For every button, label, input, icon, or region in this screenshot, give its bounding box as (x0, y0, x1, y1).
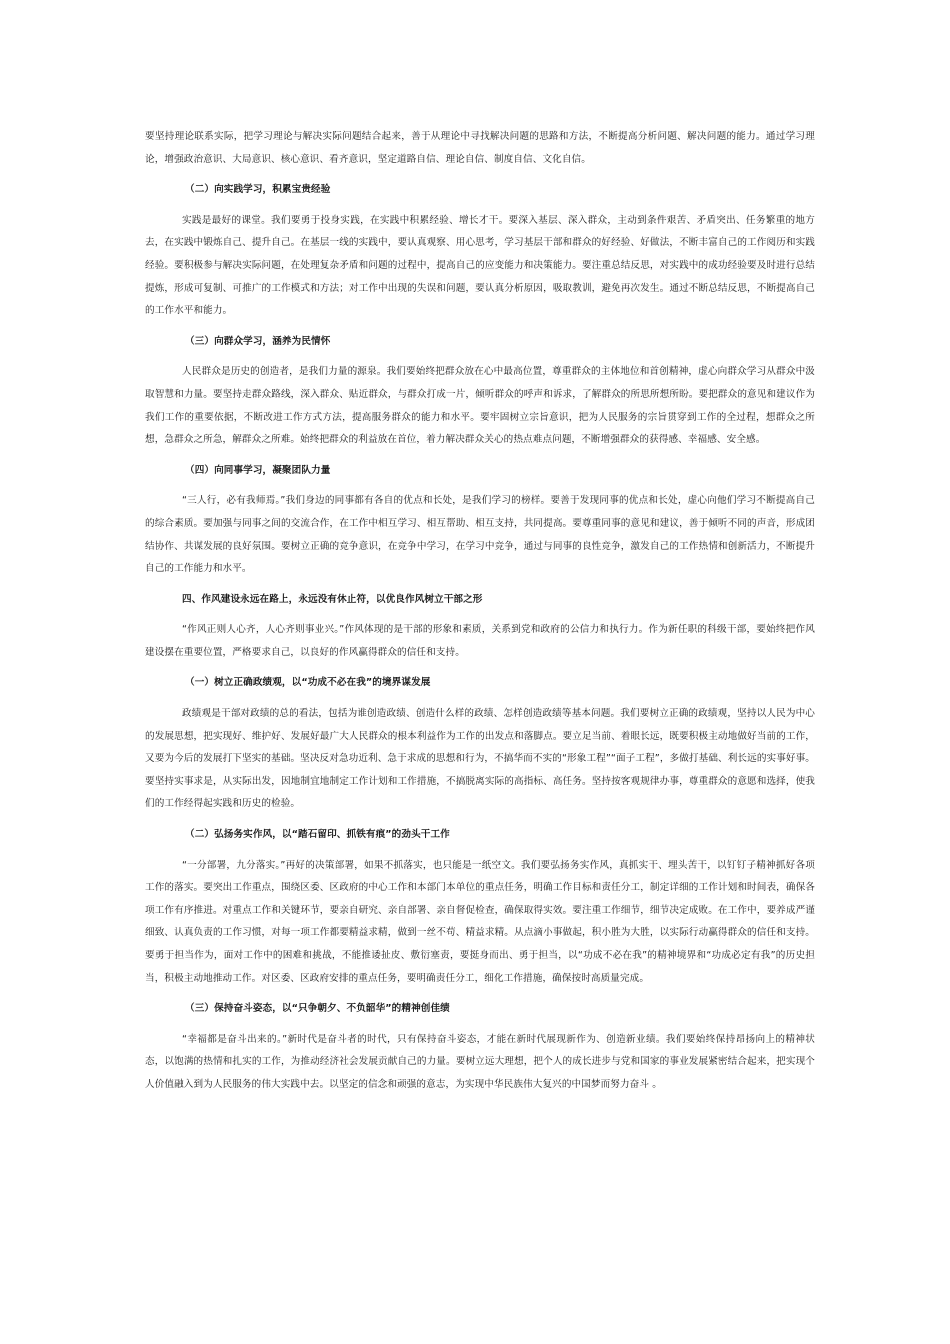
heading-learn-from-colleagues: （四）向同事学习，凝聚团队力量 (185, 464, 331, 476)
paragraph-practice: 实践是最好的课堂。我们要勇于投身实践，在实践中积累经验、增长才干。要深入基层、深入群众，主动到条件艰苦、矛盾突出、任务繁重的地方去，在实践中锻炼自己、提升自己。在基层一线的实践中，要认真观察、用心思考，学习基层干部和群众的好经验、好做法，不断丰富自己的工作阅历和实践经验。要积极参与解决实际问题，在处理复杂矛盾和问题的过程中，提高自己的应变能力和决策能力。要注重总结反思，对实践中的成功经验要及时进行总结提炼，形成可复制、可推广的工作模式和方法；对工作中出现的失误和问题，要认真分析原因，吸取教训，避免再次发生。通过不断总结反思，不断提高自己的工作水平和能力。 (145, 214, 815, 317)
paragraph-pragmatic-style: “一分部署，九分落实。”再好的决策部署，如果不抓落实，也只能是一纸空文。我们要弘扬务实作风，真抓实干、埋头苦干，以钉钉子精神抓好各项工作的落实。要突出工作重点，围绕区委、区政府的中心工作和本部门本单位的重点任务，明确工作目标和责任分工，制定详细的工作计划和时间表，确保各项工作有序推进。对重点工作和关键环节，要亲自研究、亲自部署、亲自督促检查，确保取得实效。要注重工作细节，细节决定成败。在工作中，要养成严谨细致、认真负责的工作习惯，对每一项工作都要精益求精，做到一丝不苟、精益求精。从点滴小事做起，积小胜为大胜，以实际行动赢得群众的信任和支持。要勇于担当作为，面对工作中的困难和挑战，不能推诿扯皮、敷衍塞责，要挺身而出、勇于担当，以“功成不必在我”的精神境界和“功成必定有我”的历史担当，积极主动地推动工作。对区委、区政府安排的重点任务，要明确责任分工，细化工作措施，确保按时高质量完成。 (145, 859, 815, 984)
paragraph-work-style: “作风正则人心齐，人心齐则事业兴。”作风体现的是干部的形象和素质，关系到党和政府的公信力和执行力。作为新任职的科级干部，要始终把作风建设摆在重要位置，严格要求自己，以良好的作风赢得群众的信任和支持。 (145, 624, 815, 658)
heading-learn-from-practice: （二）向实践学习，积累宝贵经验 (185, 184, 331, 196)
paragraph-masses: 人民群众是历史的创造者，是我们力量的源泉。我们要始终把群众放在心中最高位置，尊重群众的主体地位和首创精神，虚心向群众学习从群众中汲取智慧和力量。要坚持走群众路线，深入群众、贴近群众，与群众打成一片，倾听群众的呼声和诉求，了解群众的所思所想所盼。要把群众的意见和建议作为我们工作的重要依据，不断改进工作方式方法，提高服务群众的能力和水平。要牢固树立宗旨意识，把为人民服务的宗旨贯穿到工作的全过程，想群众之所想，急群众之所急，解群众之所难。始终把群众的利益放在首位，着力解决群众关心的热点难点问题，不断增强群众的获得感、幸福感、安全感。 (145, 366, 815, 446)
paragraph-striving-posture: “幸福都是奋斗出来的。”新时代是奋斗者的时代，只有保持奋斗姿态，才能在新时代展现新作为、创造新业绩。我们要始终保持昂扬向上的精神状态，以饱满的热情和扎实的工作，为推动经济社会发展贡献自己的力量。要树立远大理想，把个人的成长进步与党和国家的事业发展紧密结合起来，把实现个人价值融入到为人民服务的伟大实践中去。以坚定的信念和顽强的意志，为实现中华民族伟大复兴的中国梦而努力奋斗 。 (145, 1033, 815, 1090)
paragraph-theory-practice: 要坚持理论联系实际，把学习理论与解决实际问题结合起来，善于从理论中寻找解决问题的思路和方法，不断提高分析问题、解决问题的能力。通过学习理论，增强政治意识、大局意识、核心意识、看齐意识，坚定道路自信、理论自信、制度自信、文化自信。 (145, 131, 815, 165)
paragraph-achievement-view: 政绩观是干部对政绩的总的看法，包括为谁创造政绩、创造什么样的政绩、怎样创造政绩等基本问题。我们要树立正确的政绩观，坚持以人民为中心的发展思想，把实现好、维护好、发展好最广大人民群众的根本利益作为工作的出发点和落脚点。要立足当前、着眼长远，既要积极主动地做好当前的工作，又要为今后的发展打下坚实的基础。坚决反对急功近利、急于求成的思想和行为，不搞华而不实的“形象工程”“面子工程”，多做打基础、利长远的实事好事。要坚持实事求是，从实际出发，因地制宜地制定工作计划和工作措施，不搞脱离实际的高指标、高任务。坚持按客观规律办事，尊重群众的意愿和选择，使我们的工作经得起实践和历史的检验。 (145, 708, 815, 810)
heading-learn-from-masses: （三）向群众学习，涵养为民情怀 (185, 335, 331, 347)
heading-striving-posture: （三）保持奋斗姿态，以“只争朝夕、不负韶华”的精神创佳绩 (185, 1003, 450, 1015)
heading-pragmatic-style: （二）弘扬务实作风，以“踏石留印、抓铁有痕”的劲头干工作 (185, 829, 450, 841)
document-body (145, 126, 815, 1105)
paragraph-colleagues: “三人行，必有我师焉。”我们身边的同事都有各自的优点和长处，是我们学习的榜样。要善于发现同事的优点和长处，虚心向他们学习不断提高自己的综合素质。要加强与同事之间的交流合作，在工作中相互学习、相互帮助、相互支持，共同提高。要尊重同事的意见和建议，善于倾听不同的声音，形成团结协作、共谋发展的良好氛围。要树立正确的竞争意识，在竞争中学习，在学习中竞争，通过与同事的良性竞争，激发自己的工作热情和创新活力，不断提升自己的工作能力和水平。 (145, 495, 815, 575)
section-heading-work-style: 四、作风建设永远在路上，永远没有休止符，以优良作风树立干部之形 (182, 593, 483, 605)
heading-achievement-view: （一）树立正确政绩观，以“功成不必在我”的境界谋发展 (185, 677, 431, 689)
